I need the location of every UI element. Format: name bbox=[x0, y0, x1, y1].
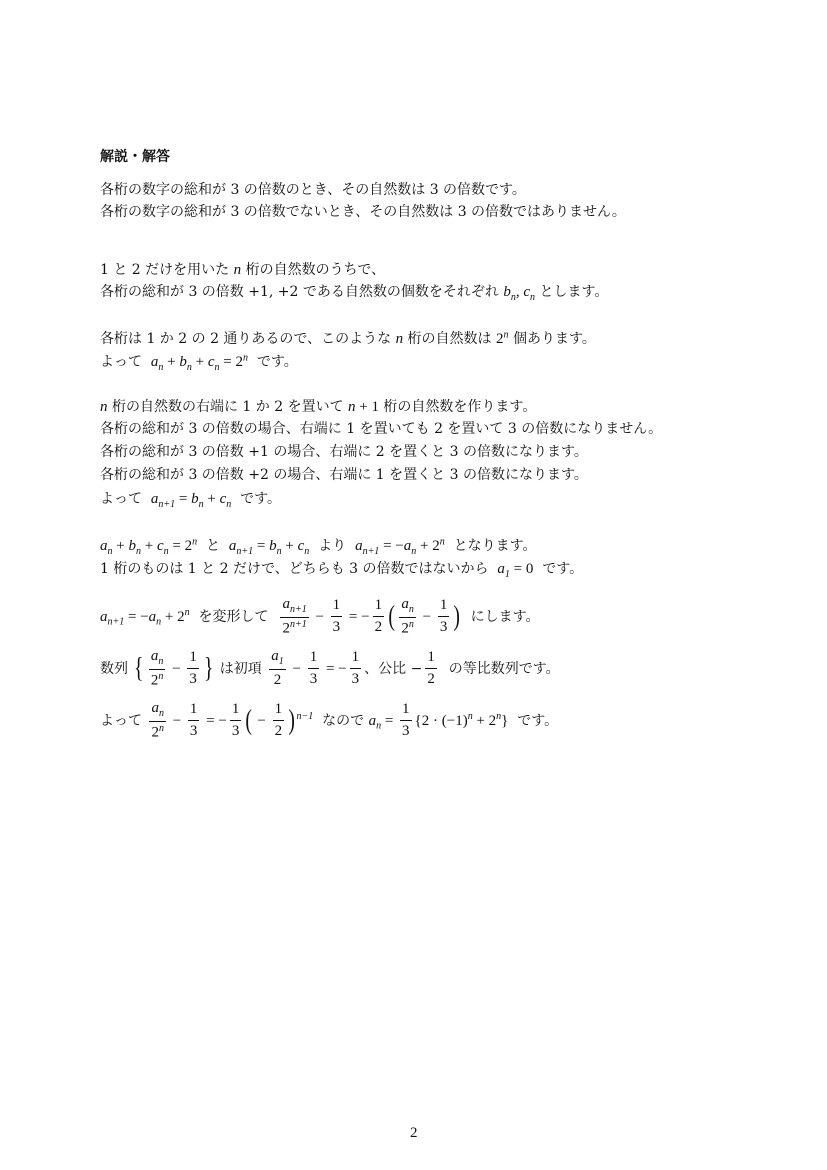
math-token: 2 bbox=[496, 331, 504, 347]
fraction-denominator bbox=[187, 669, 199, 688]
math-token: n+1 bbox=[362, 545, 380, 557]
math-token: 2 bbox=[427, 671, 435, 688]
math-fraction bbox=[188, 701, 200, 741]
text-line bbox=[100, 204, 626, 222]
text-segment: 各桁の総和が 3 の倍数 +1 の場合、右端に 2 を置くと 3 の倍数になります。 bbox=[100, 444, 588, 460]
math-fraction bbox=[187, 649, 199, 689]
math-token: c bbox=[219, 491, 227, 507]
math-token: 1 bbox=[189, 649, 197, 666]
math-fraction bbox=[438, 597, 450, 637]
math-token: ( bbox=[388, 600, 396, 632]
math-token: 1 bbox=[504, 568, 510, 580]
text-segment: 桁の自然数を作ります。 bbox=[378, 399, 537, 415]
fraction-numerator bbox=[438, 597, 450, 617]
math-token: + 1 bbox=[355, 399, 379, 415]
math-token: 2 bbox=[150, 672, 159, 689]
math-token: = bbox=[381, 712, 398, 729]
text-line bbox=[100, 353, 298, 373]
math-token: + bbox=[203, 491, 220, 507]
math-token: n bbox=[348, 399, 356, 415]
text-segment: 桁の自然数の右端に 1 か 2 を置いて bbox=[107, 399, 349, 415]
fraction-numerator bbox=[149, 648, 166, 670]
text-segment: より bbox=[309, 538, 356, 554]
fraction-numerator bbox=[399, 596, 416, 618]
math-token: a bbox=[151, 700, 159, 716]
math-token: 1 bbox=[274, 701, 283, 718]
math-token: a bbox=[100, 608, 108, 625]
math-token: b bbox=[179, 354, 187, 370]
text-line bbox=[100, 700, 558, 742]
math-fraction bbox=[149, 648, 166, 690]
math-token: { bbox=[134, 652, 144, 684]
math-token: 3 bbox=[189, 671, 197, 688]
math-fraction bbox=[269, 648, 286, 689]
fraction-denominator bbox=[373, 617, 385, 636]
math-fraction bbox=[230, 701, 242, 741]
math-token: 1 bbox=[402, 701, 410, 718]
text-segment: 、公比 − bbox=[364, 660, 423, 677]
math-token: n bbox=[276, 545, 282, 557]
math-token: 2 bbox=[151, 724, 159, 741]
text-segment: よって bbox=[100, 354, 151, 370]
text-segment: となります。 bbox=[444, 538, 537, 554]
math-token: n bbox=[186, 361, 192, 373]
math-token: a bbox=[355, 538, 363, 554]
text-segment: 桁の自然数は bbox=[403, 331, 496, 347]
math-token: b bbox=[128, 538, 136, 554]
math-token: − bbox=[311, 608, 328, 625]
text-line bbox=[100, 560, 583, 580]
math-token: 3 bbox=[231, 723, 240, 740]
math-token: 1 bbox=[427, 649, 435, 666]
fraction-denominator bbox=[350, 669, 362, 688]
math-token: a bbox=[150, 491, 159, 507]
math-token: n bbox=[158, 655, 164, 667]
math-fraction bbox=[280, 596, 308, 638]
math-token: + bbox=[163, 354, 180, 370]
fraction-denominator bbox=[149, 722, 166, 742]
math-token: + 2 bbox=[161, 608, 185, 625]
math-token: 1 bbox=[189, 701, 198, 718]
text-line bbox=[100, 421, 662, 439]
math-token: 3 bbox=[332, 619, 341, 636]
fraction-denominator bbox=[149, 670, 166, 690]
math-token: + 2 bbox=[472, 712, 497, 729]
text-segment: よって bbox=[100, 491, 151, 507]
fraction-numerator bbox=[280, 596, 308, 618]
text-line bbox=[100, 330, 596, 349]
math-token: b bbox=[191, 491, 199, 507]
fraction-denominator bbox=[272, 670, 284, 689]
math-token: = − bbox=[124, 608, 149, 625]
math-token: n−1 bbox=[296, 711, 314, 723]
math-token: = − bbox=[202, 712, 227, 729]
math-token: n bbox=[226, 498, 232, 510]
math-token: c bbox=[523, 284, 531, 300]
math-fraction bbox=[308, 649, 320, 689]
fraction-numerator bbox=[273, 701, 285, 721]
math-token: 2 bbox=[273, 672, 282, 689]
text-segment: 個あります。 bbox=[508, 331, 596, 347]
fraction-denominator bbox=[400, 721, 412, 740]
math-token: n bbox=[158, 670, 164, 682]
math-token: = bbox=[175, 491, 192, 507]
text-line bbox=[100, 182, 526, 200]
fraction-denominator bbox=[438, 617, 450, 636]
math-token: 1 bbox=[231, 701, 240, 718]
math-token: n bbox=[467, 711, 473, 723]
text-segment: を変形して bbox=[189, 608, 278, 625]
math-token: 3 bbox=[309, 671, 318, 688]
math-token: n bbox=[408, 618, 414, 630]
math-token: = 2 bbox=[219, 354, 243, 370]
math-token: 1 bbox=[332, 597, 341, 614]
text-segment: です。 bbox=[231, 491, 282, 507]
math-token: ) bbox=[453, 600, 461, 632]
math-token: n bbox=[107, 545, 113, 557]
math-token: = − bbox=[322, 660, 347, 677]
math-token: n bbox=[242, 352, 248, 364]
math-token: + bbox=[112, 538, 129, 554]
text-line bbox=[100, 596, 540, 638]
math-token: 3 bbox=[189, 723, 198, 740]
text-segment: 各桁の数字の総和が 3 の倍数のとき、その自然数は 3 の倍数です。 bbox=[100, 182, 526, 198]
fraction-denominator bbox=[280, 618, 308, 638]
math-token: 2 bbox=[401, 620, 409, 637]
math-token: n+1 bbox=[158, 498, 176, 510]
math-fraction bbox=[400, 701, 412, 741]
text-segment: の等比数列です。 bbox=[439, 660, 560, 677]
math-token: + bbox=[281, 538, 298, 554]
math-token: 1 bbox=[278, 656, 284, 668]
fraction-numerator bbox=[149, 700, 166, 722]
fraction-denominator bbox=[308, 669, 320, 688]
math-token: = 2 bbox=[168, 538, 193, 554]
math-token: a bbox=[497, 561, 505, 577]
math-token: n bbox=[439, 536, 445, 548]
fraction-numerator bbox=[400, 701, 412, 721]
text-segment: にします。 bbox=[461, 608, 540, 625]
math-token: n bbox=[496, 711, 502, 723]
text-segment: とします。 bbox=[535, 284, 609, 300]
text-segment: 各桁の数字の総和が 3 の倍数でないとき、その自然数は 3 の倍数ではありません。 bbox=[100, 204, 626, 220]
math-token: n bbox=[163, 545, 169, 557]
math-token: n bbox=[158, 722, 164, 734]
math-token: 2 bbox=[374, 619, 383, 636]
math-token: n bbox=[158, 707, 164, 719]
math-token: a bbox=[150, 648, 159, 664]
math-token: ) bbox=[288, 704, 296, 736]
math-token: n bbox=[376, 720, 382, 732]
fraction-denominator bbox=[399, 618, 416, 638]
math-token: n bbox=[198, 498, 204, 510]
math-token: n+1 bbox=[289, 618, 307, 630]
math-token: − bbox=[253, 712, 270, 729]
math-token: n+1 bbox=[236, 545, 254, 557]
text-segment: 1 桁のものは 1 と 2 だけで、どちらも 3 の倍数ではないから bbox=[100, 561, 498, 577]
math-token: c bbox=[156, 538, 164, 554]
math-fraction bbox=[373, 597, 385, 637]
fraction-numerator bbox=[350, 649, 362, 669]
fraction-denominator bbox=[230, 721, 242, 740]
math-token: n bbox=[192, 536, 198, 548]
math-token: 1 bbox=[439, 597, 448, 614]
math-token: 2 bbox=[274, 723, 283, 740]
text-segment: 数列 bbox=[100, 660, 133, 677]
math-token: n+1 bbox=[289, 603, 307, 615]
math-token: a bbox=[403, 538, 412, 554]
math-fraction bbox=[273, 701, 285, 741]
text-segment: です。 bbox=[533, 561, 584, 577]
math-token: + 2 bbox=[416, 538, 440, 554]
fraction-numerator bbox=[373, 597, 385, 617]
text-line bbox=[100, 261, 385, 280]
math-token: , bbox=[515, 284, 524, 300]
math-token: } bbox=[501, 712, 509, 729]
math-token: 1 bbox=[374, 597, 383, 614]
math-token: n bbox=[408, 603, 414, 615]
math-token: ( bbox=[245, 704, 253, 736]
math-token: n bbox=[156, 616, 162, 628]
fraction-numerator bbox=[269, 648, 286, 670]
fraction-numerator bbox=[187, 649, 199, 669]
math-token: + bbox=[140, 538, 157, 554]
math-token: n+1 bbox=[107, 616, 125, 628]
math-fraction bbox=[425, 649, 437, 689]
math-token: 3 bbox=[402, 723, 410, 740]
text-segment: です。 bbox=[247, 354, 298, 370]
text-segment: です。 bbox=[508, 712, 559, 729]
math-token: a bbox=[401, 596, 409, 612]
math-token: 1 bbox=[351, 649, 360, 666]
math-token: n bbox=[510, 291, 516, 303]
math-fraction bbox=[350, 649, 362, 689]
fraction-denominator bbox=[331, 617, 343, 636]
text-segment: 各桁の総和が 3 の倍数 +2 の場合、右端に 1 を置くと 3 の倍数になります。 bbox=[100, 467, 588, 483]
math-token: c bbox=[207, 354, 215, 370]
math-token: n bbox=[395, 331, 404, 347]
text-segment: と bbox=[197, 538, 229, 554]
fraction-numerator bbox=[308, 649, 320, 669]
math-token: a bbox=[148, 608, 157, 625]
page-number: 2 bbox=[410, 1125, 418, 1141]
math-fraction bbox=[149, 700, 166, 742]
text-line bbox=[100, 283, 608, 303]
math-token: n bbox=[214, 361, 220, 373]
math-token: − bbox=[418, 608, 435, 625]
text-line bbox=[100, 398, 536, 417]
fraction-denominator bbox=[425, 669, 437, 688]
math-token: a bbox=[228, 538, 237, 554]
fraction-numerator bbox=[230, 701, 242, 721]
math-token: b bbox=[503, 284, 511, 300]
math-token: − bbox=[288, 660, 305, 677]
fraction-numerator bbox=[188, 701, 200, 721]
text-segment: は初項 bbox=[215, 660, 267, 677]
math-token: = − bbox=[345, 608, 370, 625]
math-fraction bbox=[399, 596, 416, 638]
math-token: n bbox=[184, 607, 190, 619]
math-token: 3 bbox=[439, 619, 448, 636]
text-segment: よって bbox=[100, 712, 147, 729]
math-token: = bbox=[253, 538, 270, 554]
text-line bbox=[100, 467, 588, 485]
math-token: n bbox=[233, 262, 242, 278]
math-token: a bbox=[150, 354, 159, 370]
fraction-numerator bbox=[425, 649, 437, 669]
text-segment: 桁の自然数のうちで、 bbox=[241, 262, 386, 278]
math-token: a bbox=[368, 712, 377, 729]
fraction-denominator bbox=[188, 721, 200, 740]
math-token: {2 · (−1) bbox=[414, 712, 468, 729]
math-token: a bbox=[282, 596, 290, 612]
math-token: = 0 bbox=[509, 561, 534, 577]
text-segment: 各桁は 1 か 2 の 2 通りあるので、このような bbox=[100, 331, 396, 347]
text-segment: 1 と 2 だけを用いた bbox=[100, 262, 234, 278]
math-token: n bbox=[304, 545, 310, 557]
text-line bbox=[100, 490, 281, 510]
text-line bbox=[100, 444, 588, 462]
math-token: a bbox=[271, 648, 279, 665]
math-token: = − bbox=[379, 538, 404, 554]
math-token: b bbox=[269, 538, 277, 554]
math-token: n bbox=[158, 361, 164, 373]
math-token: 3 bbox=[351, 671, 360, 688]
fraction-denominator bbox=[273, 721, 285, 740]
text-segment: 各桁の総和が 3 の倍数の場合、右端に 1 を置いても 2 を置いて 3 の倍数になりません。 bbox=[100, 421, 663, 437]
math-token: + bbox=[191, 354, 208, 370]
math-token: 2 bbox=[282, 620, 290, 637]
math-token: n bbox=[530, 291, 536, 303]
fraction-numerator bbox=[331, 597, 343, 617]
math-token: n bbox=[135, 545, 141, 557]
text-segment: 各桁の総和が 3 の倍数 +1, +2 である自然数の個数をそれぞれ bbox=[100, 284, 504, 300]
section-heading: 解説・解答 bbox=[100, 149, 170, 165]
text-line bbox=[100, 648, 560, 690]
math-token: n bbox=[503, 329, 509, 341]
math-token: a bbox=[100, 538, 108, 554]
math-token: − bbox=[168, 660, 185, 677]
math-token: n bbox=[100, 399, 108, 415]
math-token: n bbox=[411, 545, 417, 557]
math-fraction bbox=[331, 597, 343, 637]
math-token: } bbox=[203, 652, 214, 684]
math-token: c bbox=[297, 538, 305, 554]
math-token: 1 bbox=[309, 649, 318, 666]
text-line bbox=[100, 537, 536, 557]
math-token: − bbox=[168, 712, 185, 729]
text-segment: なので bbox=[313, 712, 369, 729]
